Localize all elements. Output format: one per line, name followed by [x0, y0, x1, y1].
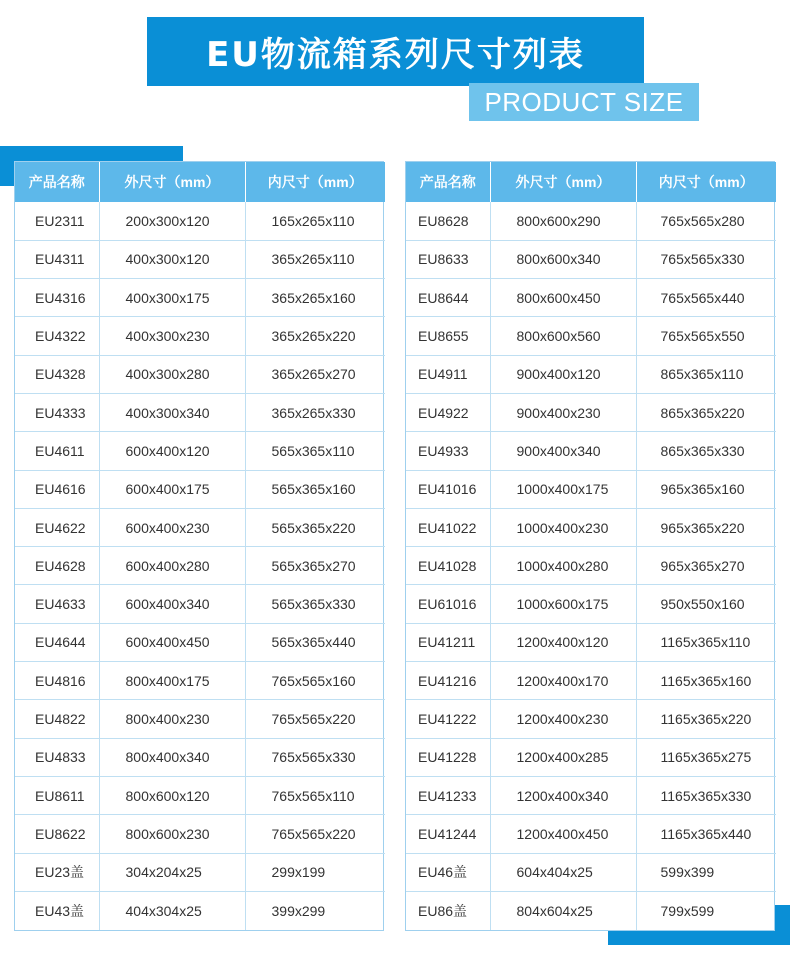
cell-outer-size: 800x600x230 — [99, 815, 245, 853]
cell-product-name: EU4328 — [15, 355, 99, 393]
cell-outer-size: 1200x400x170 — [490, 662, 636, 700]
cell-inner-size: 365x265x330 — [245, 393, 385, 431]
cell-outer-size: 800x600x120 — [99, 776, 245, 814]
cell-product-name: EU43盖 — [15, 891, 99, 929]
cell-outer-size: 800x400x175 — [99, 662, 245, 700]
cell-outer-size: 800x600x340 — [490, 240, 636, 278]
table-row — [406, 470, 776, 508]
cell-product-name: EU4933 — [406, 432, 490, 470]
cell-outer-size: 900x400x230 — [490, 393, 636, 431]
cell-inner-size: 950x550x160 — [636, 585, 776, 623]
table-row — [406, 432, 776, 470]
cell-outer-size: 400x300x280 — [99, 355, 245, 393]
col-header-inner-size: 内尺寸（mm） — [245, 162, 385, 202]
cell-inner-size: 165x265x110 — [245, 202, 385, 240]
table-row — [406, 738, 776, 776]
cell-inner-size: 565x365x330 — [245, 585, 385, 623]
cell-inner-size: 1165x365x220 — [636, 700, 776, 738]
cell-product-name: EU4316 — [15, 279, 99, 317]
table-row — [406, 585, 776, 623]
cell-outer-size: 1200x400x230 — [490, 700, 636, 738]
cell-inner-size: 1165x365x110 — [636, 623, 776, 661]
cell-outer-size: 1000x600x175 — [490, 585, 636, 623]
cell-inner-size: 1165x365x440 — [636, 815, 776, 853]
cell-product-name: EU23盖 — [15, 853, 99, 891]
cell-product-name: EU41022 — [406, 508, 490, 546]
table-row — [15, 508, 385, 546]
table-row — [406, 853, 776, 891]
cell-inner-size: 765x565x220 — [245, 815, 385, 853]
cell-outer-size: 600x400x450 — [99, 623, 245, 661]
cell-outer-size: 800x600x450 — [490, 279, 636, 317]
cell-product-name: EU41216 — [406, 662, 490, 700]
cell-outer-size: 800x600x560 — [490, 317, 636, 355]
col-header-outer-size: 外尺寸（mm） — [490, 162, 636, 202]
cell-inner-size: 599x399 — [636, 853, 776, 891]
cell-outer-size: 400x300x340 — [99, 393, 245, 431]
cell-outer-size: 1200x400x450 — [490, 815, 636, 853]
table-row — [15, 891, 385, 929]
cell-product-name: EU4833 — [15, 738, 99, 776]
cell-outer-size: 400x300x120 — [99, 240, 245, 278]
table-row — [406, 623, 776, 661]
cell-inner-size: 565x365x220 — [245, 508, 385, 546]
cell-outer-size: 1000x400x280 — [490, 547, 636, 585]
cell-outer-size: 400x300x230 — [99, 317, 245, 355]
table-row — [406, 393, 776, 431]
table-row — [406, 815, 776, 853]
table-row — [406, 355, 776, 393]
cell-outer-size: 600x400x230 — [99, 508, 245, 546]
cell-inner-size: 765x565x440 — [636, 279, 776, 317]
cell-inner-size: 865x365x110 — [636, 355, 776, 393]
cell-outer-size: 900x400x340 — [490, 432, 636, 470]
cell-inner-size: 565x365x110 — [245, 432, 385, 470]
cell-product-name: EU8655 — [406, 317, 490, 355]
col-header-product-name: 产品名称 — [406, 162, 490, 202]
table-row — [15, 853, 385, 891]
cell-inner-size: 365x265x160 — [245, 279, 385, 317]
table-row — [15, 470, 385, 508]
page-title — [147, 17, 644, 86]
cell-inner-size: 565x365x270 — [245, 547, 385, 585]
cell-product-name: EU8628 — [406, 202, 490, 240]
table-row — [15, 662, 385, 700]
table-row — [406, 547, 776, 585]
cell-product-name: EU41016 — [406, 470, 490, 508]
cell-product-name: EU4311 — [15, 240, 99, 278]
cell-outer-size: 600x400x280 — [99, 547, 245, 585]
page-subtitle-text: PRODUCT SIZE — [484, 86, 684, 117]
cell-product-name: EU4333 — [15, 393, 99, 431]
page-subtitle — [469, 83, 699, 121]
table-row — [406, 279, 776, 317]
cell-inner-size: 765x565x330 — [636, 240, 776, 278]
cell-outer-size: 600x400x340 — [99, 585, 245, 623]
cell-inner-size: 565x365x160 — [245, 470, 385, 508]
table-row — [15, 776, 385, 814]
cell-inner-size: 765x565x330 — [245, 738, 385, 776]
col-header-outer-size: 外尺寸（mm） — [99, 162, 245, 202]
cell-product-name: EU41028 — [406, 547, 490, 585]
cell-outer-size: 1000x400x175 — [490, 470, 636, 508]
cell-outer-size: 404x304x25 — [99, 891, 245, 929]
size-table-right — [405, 161, 775, 931]
cell-inner-size: 865x365x330 — [636, 432, 776, 470]
cell-outer-size: 1000x400x230 — [490, 508, 636, 546]
cell-inner-size: 365x265x110 — [245, 240, 385, 278]
cell-product-name: EU4816 — [15, 662, 99, 700]
cell-outer-size: 800x400x340 — [99, 738, 245, 776]
cell-inner-size: 1165x365x275 — [636, 738, 776, 776]
table-row — [15, 240, 385, 278]
cell-outer-size: 1200x400x340 — [490, 776, 636, 814]
cell-outer-size: 400x300x175 — [99, 279, 245, 317]
cell-inner-size: 765x565x160 — [245, 662, 385, 700]
cell-product-name: EU4628 — [15, 547, 99, 585]
cell-product-name: EU4633 — [15, 585, 99, 623]
table-row — [406, 776, 776, 814]
cell-product-name: EU41244 — [406, 815, 490, 853]
cell-product-name: EU41211 — [406, 623, 490, 661]
cell-inner-size: 965x365x160 — [636, 470, 776, 508]
cell-inner-size: 365x265x220 — [245, 317, 385, 355]
cell-product-name: EU8633 — [406, 240, 490, 278]
cell-product-name: EU8611 — [15, 776, 99, 814]
col-header-product-name: 产品名称 — [15, 162, 99, 202]
cell-inner-size: 399x299 — [271, 902, 326, 919]
table-row — [406, 317, 776, 355]
cell-product-name: EU4322 — [15, 317, 99, 355]
table-row — [15, 279, 385, 317]
table-row — [406, 240, 776, 278]
cell-outer-size: 800x600x290 — [490, 202, 636, 240]
cell-outer-size: 1200x400x285 — [490, 738, 636, 776]
cell-inner-size: 765x565x110 — [245, 776, 385, 814]
table-row — [15, 547, 385, 585]
cell-product-name: EU4644 — [15, 623, 99, 661]
cell-product-name: EU4611 — [15, 432, 99, 470]
table-row — [15, 623, 385, 661]
cell-product-name: EU8644 — [406, 279, 490, 317]
size-table-left — [14, 161, 384, 931]
table-row — [406, 662, 776, 700]
cell-inner-size: 765x565x220 — [245, 700, 385, 738]
cell-product-name: EU8622 — [15, 815, 99, 853]
cell-inner-size: 765x565x280 — [636, 202, 776, 240]
cell-inner-size: 799x599 — [660, 902, 715, 919]
table-row — [15, 202, 385, 240]
cell-outer-size: 800x400x230 — [99, 700, 245, 738]
table-header-row — [15, 162, 385, 202]
cell-outer-size: 1200x400x120 — [490, 623, 636, 661]
cell-outer-size: 600x400x175 — [99, 470, 245, 508]
cell-product-name: EU2311 — [15, 202, 99, 240]
table-header-row — [406, 162, 776, 202]
page-title-text: EU物流箱系列尺寸列表 — [206, 35, 585, 75]
cell-outer-size: 304x204x25 — [99, 853, 245, 891]
cell-inner-size: 865x365x220 — [636, 393, 776, 431]
cell-product-name: EU41228 — [406, 738, 490, 776]
cell-outer-size: 604x404x25 — [490, 853, 636, 891]
table-row — [15, 355, 385, 393]
cell-product-name: EU4922 — [406, 393, 490, 431]
cell-product-name: EU4622 — [15, 508, 99, 546]
table-row — [406, 891, 776, 929]
col-header-inner-size: 内尺寸（mm） — [636, 162, 776, 202]
table-row — [15, 585, 385, 623]
table-row — [406, 202, 776, 240]
table-row — [406, 700, 776, 738]
cell-product-name: EU4616 — [15, 470, 99, 508]
cell-outer-size: 804x604x25 — [490, 891, 636, 929]
cell-product-name: EU41233 — [406, 776, 490, 814]
table-row — [406, 508, 776, 546]
cell-outer-size: 600x400x120 — [99, 432, 245, 470]
table-row — [15, 317, 385, 355]
cell-inner-size: 765x565x550 — [636, 317, 776, 355]
cell-inner-size: 1165x365x160 — [636, 662, 776, 700]
cell-inner-size: 965x365x220 — [636, 508, 776, 546]
cell-product-name: EU41222 — [406, 700, 490, 738]
cell-outer-size: 900x400x120 — [490, 355, 636, 393]
table-row — [15, 393, 385, 431]
cell-inner-size: 299x199 — [245, 853, 385, 891]
cell-product-name: EU4822 — [15, 700, 99, 738]
cell-outer-size: 200x300x120 — [99, 202, 245, 240]
cell-inner-size: 965x365x270 — [636, 547, 776, 585]
cell-product-name: EU86盖 — [406, 891, 490, 929]
cell-inner-size: 365x265x270 — [245, 355, 385, 393]
cell-product-name: EU4911 — [406, 355, 490, 393]
table-row — [15, 432, 385, 470]
table-row — [15, 700, 385, 738]
cell-product-name: EU61016 — [406, 585, 490, 623]
table-row — [15, 738, 385, 776]
table-row — [15, 815, 385, 853]
cell-inner-size: 565x365x440 — [245, 623, 385, 661]
cell-product-name: EU46盖 — [406, 853, 490, 891]
cell-inner-size: 1165x365x330 — [636, 776, 776, 814]
